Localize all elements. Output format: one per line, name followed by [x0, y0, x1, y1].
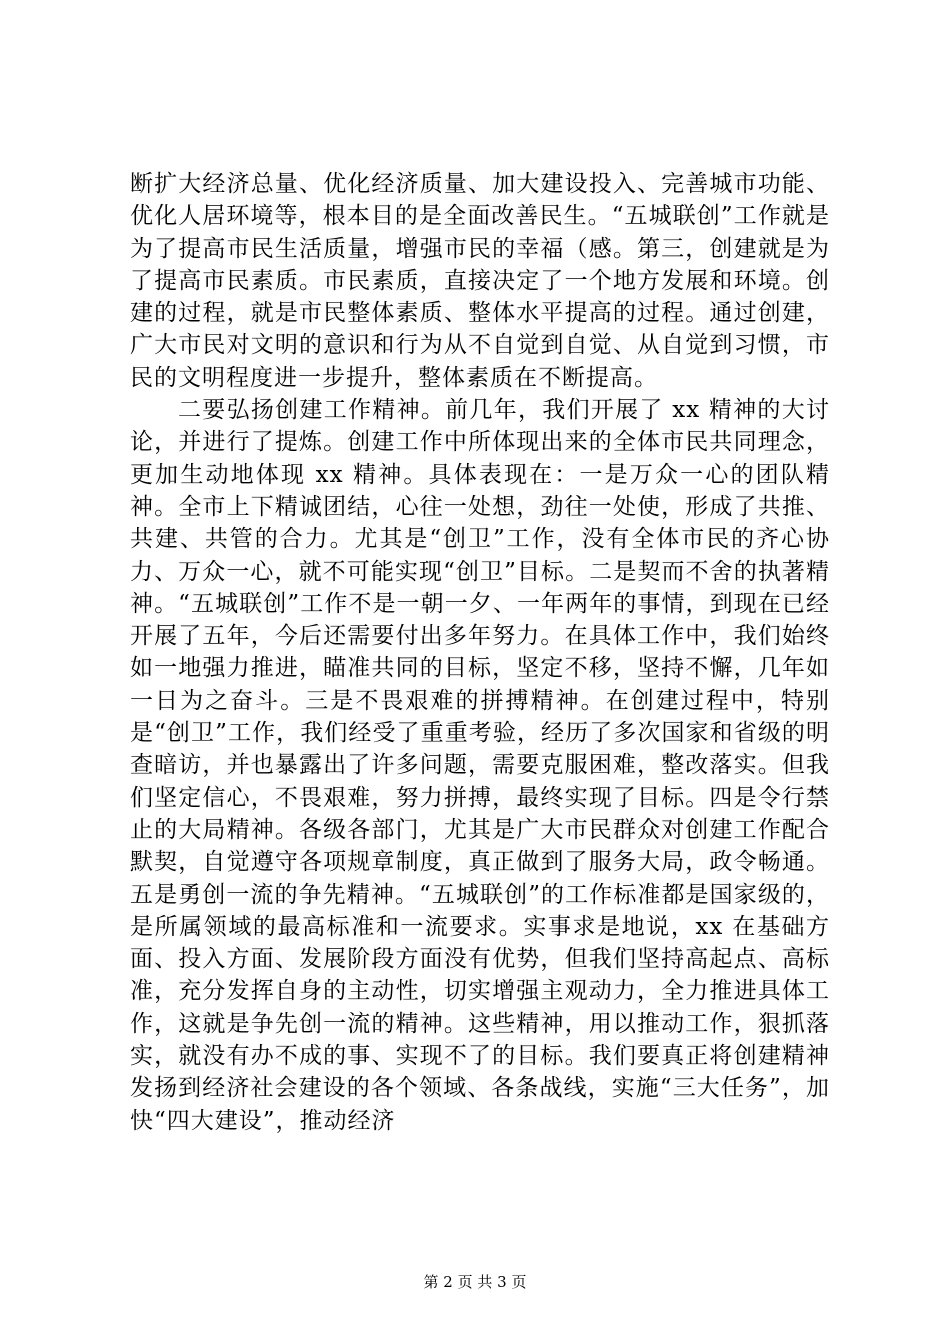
page-footer: 第 2 页 共 3 页	[423, 1273, 527, 1291]
paragraph-2: 二要弘扬创建工作精神。前几年，我们开展了 xx 精神的大讨论，并进行了提炼。创建工作中所体现出来的全体市民共同理念，更加生动地体现 xx 精神。具体表现在：一是万众一心的团队精神。全市上下精诚团结，心往一处想，劲往一处使，形成了共推、共建、共管的合力。尤其是“创卫”工作，没有全体市民的齐心协力、万众一心，就不可能实现“创卫”目标。二是契而不舍的执著精神。“五城联创”工作不是一朝一夕、一年两年的事情，到现在已经开展了五年，今后还需要付出多年努力。在具体工作中，我们始终如一地强力推进，瞄准共同的目标，坚定不移，坚持不懈，几年如一日为之奋斗。三是不畏艰难的拼搏精神。在创建过程中，特别是“创卫”工作，我们经受了重重考验，经历了多次国家和省级的明查暗访，并也暴露出了许多问题，需要克服困难，整改落实。但我们坚定信心，不畏艰难，努力拼搏，最终实现了目标。四是令行禁止的大局精神。各级各部门，尤其是广大市民群众对创建工作配合默契，自觉遵守各项规章制度，真正做到了服务大局，政令畅通。五是勇创一流的争先精神。“五城联创”的工作标准都是国家级的，是所属领域的最高标准和一流要求。实事求是地说，xx 在基础方面、投入方面、发展阶段方面没有优势，但我们坚持高起点、高标准，充分发挥自身的主动性，切实增强主观动力，全力推进具体工作，这就是争先创一流的精神。这些精神，用以推动工作，狠抓落实，就没有办不成的事、实现不了的目标。我们要真正将创建精神发扬到经济社会建设的各个领域、各条战线，实施“三大任务”，加快“四大建设”，推动经济	[130, 397, 830, 1134]
body-text	[130, 168, 830, 1137]
paragraph-1: 断扩大经济总量、优化经济质量、加大建设投入、完善城市功能、优化人居环境等，根本目的是全面改善民生。“五城联创”工作就是为了提高市民生活质量，增强市民的幸福（感。第三，创建就是为了提高市民素质。市民素质，直接决定了一个地方发展和环境。创建的过程，就是市民整体素质、整体水平提高的过程。通过创建，广大市民对文明的意识和行为从不自觉到自觉、从自觉到习惯，市民的文明程度进一步提升，整体素质在不断提高。	[130, 171, 830, 391]
